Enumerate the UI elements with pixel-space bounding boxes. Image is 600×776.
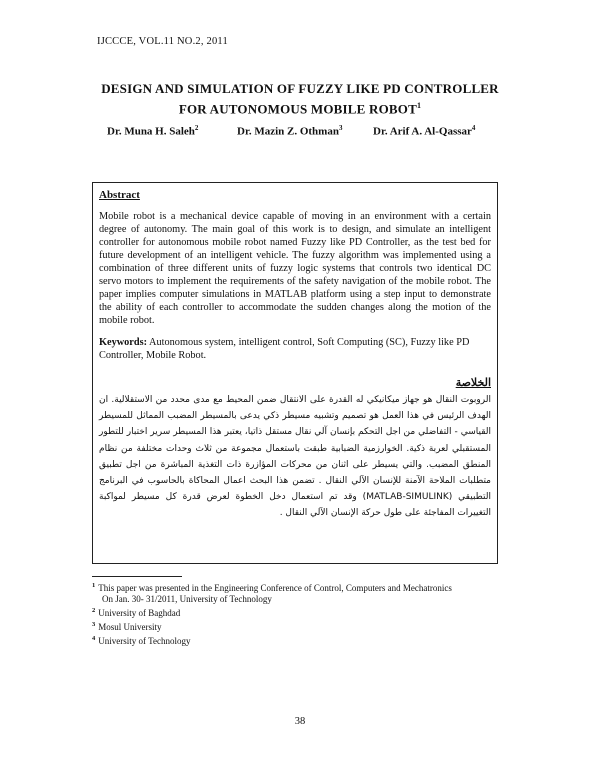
keywords-label: Keywords: (99, 337, 148, 348)
author-2-mark: 3 (338, 124, 343, 132)
journal-header: IJCCCE, VOL.11 NO.2, 2011 (97, 36, 228, 47)
footnote-2 (92, 605, 512, 619)
author-1-name: Dr. Muna H. Saleh (107, 125, 195, 138)
footnote-4-text: University of Technology (98, 636, 191, 646)
footnote-3-mark: 3 (92, 621, 96, 628)
footnote-1-text: This paper was presented in the Engineering Conference of Control, Computers and Mechatronics (98, 583, 452, 593)
author-2 (237, 124, 342, 138)
abstract-heading: Abstract (99, 189, 140, 201)
keywords (99, 336, 491, 362)
title-line-1: DESIGN AND SIMULATION OF FUZZY LIKE PD CONTROLLER (101, 81, 499, 96)
title-line-2-text: FOR AUTONOMOUS MOBILE ROBOT (178, 101, 417, 117)
author-3-name: Dr. Arif A. Al-Qassar (373, 125, 472, 138)
footnote-1-continued: On Jan. 30- 31/2011, University of Technology (102, 594, 272, 604)
keywords-text: Autonomous system, intelligent control, Soft Computing (SC), Fuzzy like PD Controller, Mobile Robot. (99, 337, 470, 361)
title-line-2 (60, 97, 540, 117)
title-footnote-mark: 1 (416, 101, 422, 110)
page-number: 38 (294, 716, 306, 727)
author-list (0, 124, 600, 140)
footnote-2-text: University of Baghdad (98, 608, 181, 618)
footnote-divider (92, 576, 182, 577)
footnote-4 (92, 633, 512, 647)
abstract-text: Mobile robot is a mechanical device capable of moving in an environment with a certain degree of autonomy. The main goal of this work is to design, and simulate an intelligent controller for autonomous mobile robot named Fuzzy like PD Controller, as the test bed for future development of an intelligent vehicle. The fuzzy algorithm was implemented using a combination of three different units of fuzzy logic systems that controls two identical DC servo motors to implement the requirements of the safety navigation of the mobile robot. The paper implies computer simulations in MATLAB platform using a step input to demonstrate the ability of each controller to accommodate the sudden changes along the motion of the mobile robot. (99, 211, 491, 326)
author-2-name: Dr. Mazin Z. Othman (237, 125, 339, 138)
arabic-abstract-text: الروبوت النقال هو جهاز ميكانيكي له القدرة على الانتقال ضمن المحيط مع مدى محدد من الاستقلالية. ان الهدف الرئيس في هذا العمل هو تصميم وتشبيه مسيطر ذكي يدعى بالمسيطر المضبب المماثل للمسيطر القياسي - التفاضلي من اجل التحكم بإنسان آلي نقال مستقل ذاتيا، يعتبر هذا المسيطر سرير اختبار للتطور المستقبلي لعربة ذكية. الخوارزمية الضبابية طبقت باستعمال مجموعة من ثلاث وحدات مختلفة من نظام المنطق المضبب. والتي يسيطر على اثنان من محركات المؤازرة ذات التغذية المباشرة من اجل تطبيق متطلبات الملاحة الآمنة للإنسان الآلي النقال . تضمن هذا البحث اعمال المحاكاة بالحاسوب في البرنامج التطبيقي (MATLAB-SIMULINK) وقد تم استعمال دخل الخطوة لعرض قدرة كل مسيطر لمواكبة التغييرات المفاجئة على طول حركة الإنسان الآلي النقال . (99, 395, 491, 519)
author-1-mark: 2 (194, 124, 199, 132)
footnote-4-mark: 4 (92, 635, 96, 642)
footnote-1-mark: 1 (92, 582, 96, 589)
footnote-3-text: Mosul University (98, 622, 162, 632)
author-1 (107, 124, 198, 138)
abstract-box (92, 182, 498, 564)
author-3 (373, 124, 475, 138)
paper-title (60, 80, 540, 117)
footnote-3 (92, 619, 512, 633)
footnote-1 (92, 580, 512, 594)
footnotes (92, 580, 512, 647)
author-3-mark: 4 (471, 124, 476, 132)
arabic-abstract-heading: الخلاصة (455, 377, 491, 389)
footnote-2-mark: 2 (92, 607, 96, 614)
